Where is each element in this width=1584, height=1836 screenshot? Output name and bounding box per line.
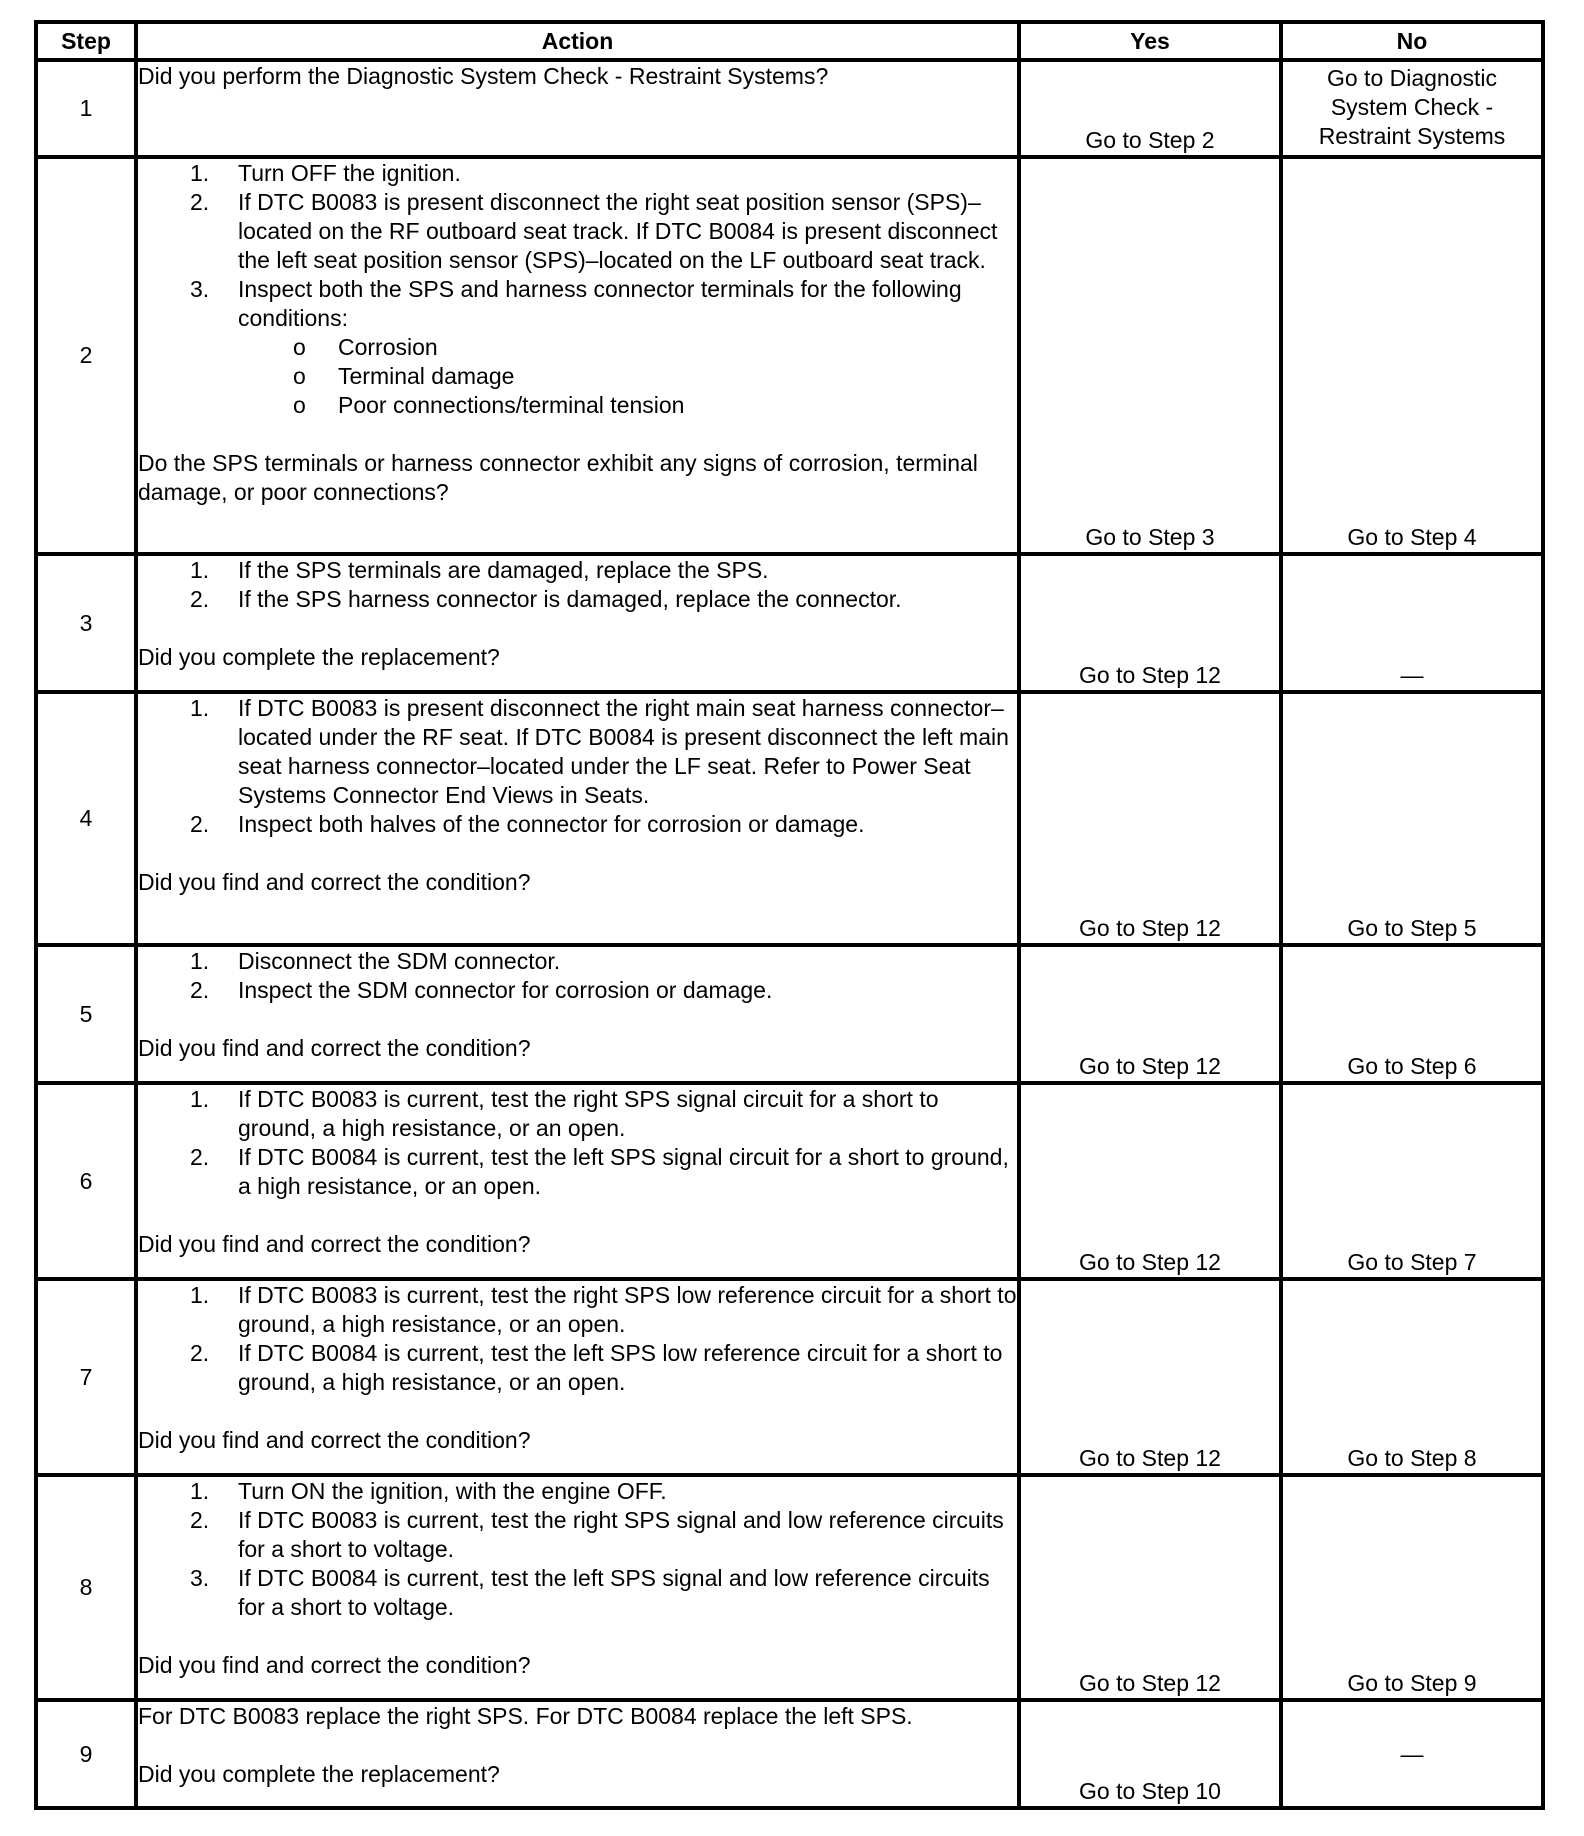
action-question: Did you complete the replacement? bbox=[138, 1761, 500, 1787]
list-item: 1. Disconnect the SDM connector. bbox=[190, 948, 561, 974]
no-cell: Go to Step 9 bbox=[1281, 1475, 1543, 1700]
no-cell: — bbox=[1281, 554, 1543, 692]
action-steps bbox=[138, 1085, 1017, 1201]
list-item: 1. If the SPS terminals are damaged, replace the SPS. bbox=[190, 557, 769, 583]
table-row bbox=[36, 1279, 1543, 1475]
yes-cell: Go to Step 12 bbox=[1019, 945, 1281, 1083]
condition-list bbox=[238, 333, 1017, 420]
no-cell: Go to Step 6 bbox=[1281, 945, 1543, 1083]
action-text: For DTC B0083 replace the right SPS. For DTC B0084 replace the left SPS. bbox=[138, 1703, 913, 1729]
table-row bbox=[36, 60, 1543, 157]
action-question: Did you find and correct the condition? bbox=[138, 1231, 531, 1257]
table-row bbox=[36, 945, 1543, 1083]
list-item: 2. Inspect the SDM connector for corrosion or damage. bbox=[190, 977, 773, 1003]
table-row bbox=[36, 692, 1543, 945]
list-item: 1. If DTC B0083 is present disconnect the right main seat harness connector–located under the RF seat. If DTC B0084 is present disconnect the left main seat harness connector–located under the LF seat. Refer to Power Seat Systems Connector End Views in Seats. bbox=[190, 695, 1009, 808]
list-item: 1. Turn ON the ignition, with the engine OFF. bbox=[190, 1478, 667, 1504]
action-text: Did you perform the Diagnostic System Check - Restraint Systems? bbox=[138, 63, 829, 89]
yes-cell: Go to Step 12 bbox=[1019, 1475, 1281, 1700]
list-item: 2. If DTC B0084 is current, test the left SPS low reference circuit for a short to ground, a high resistance, or an open. bbox=[190, 1340, 1003, 1395]
no-cell: Go to Step 8 bbox=[1281, 1279, 1543, 1475]
no-cell: Go to Step 5 bbox=[1281, 692, 1543, 945]
action-cell bbox=[136, 60, 1019, 157]
action-steps bbox=[138, 1477, 1017, 1622]
list-item: 2. Inspect both halves of the connector for corrosion or damage. bbox=[190, 811, 865, 837]
action-question: Did you complete the replacement? bbox=[138, 644, 500, 670]
table-row bbox=[36, 1700, 1543, 1808]
list-item: 3. Inspect both the SPS and harness connector terminals for the following conditions: o Corrosion o Terminal damage o Poor connections/terminal tension bbox=[138, 275, 1017, 420]
step-number: 9 bbox=[36, 1700, 136, 1808]
no-cell: Go to Step 4 bbox=[1281, 157, 1543, 554]
list-item: o Terminal damage bbox=[293, 363, 515, 389]
step-number: 3 bbox=[36, 554, 136, 692]
list-item: 3. If DTC B0084 is current, test the left SPS signal and low reference circuits for a short to voltage. bbox=[190, 1565, 990, 1620]
action-steps bbox=[138, 159, 1017, 420]
yes-cell: Go to Step 12 bbox=[1019, 1083, 1281, 1279]
action-question: Did you find and correct the condition? bbox=[138, 869, 531, 895]
table-row bbox=[36, 1083, 1543, 1279]
header-yes: Yes bbox=[1019, 22, 1281, 60]
action-cell bbox=[136, 1700, 1019, 1808]
step-number: 1 bbox=[36, 60, 136, 157]
list-item: o Corrosion bbox=[293, 334, 438, 360]
action-question: Do the SPS terminals or harness connector exhibit any signs of corrosion, terminal damage, or poor connections? bbox=[138, 450, 978, 505]
step-number: 4 bbox=[36, 692, 136, 945]
step-number: 2 bbox=[36, 157, 136, 554]
header-step: Step bbox=[36, 22, 136, 60]
list-item: 2. If DTC B0084 is current, test the left SPS signal circuit for a short to ground, a high resistance, or an open. bbox=[190, 1144, 1009, 1199]
action-question: Did you find and correct the condition? bbox=[138, 1427, 531, 1453]
list-item: 2. If DTC B0083 is present disconnect the right seat position sensor (SPS)–located on the RF outboard seat track. If DTC B0084 is present disconnect the left seat position sensor (SPS)–located on the LF outboard seat track. bbox=[190, 189, 998, 273]
action-cell bbox=[136, 1279, 1019, 1475]
list-item: 2. If DTC B0083 is current, test the right SPS signal and low reference circuits for a short to voltage. bbox=[190, 1507, 1004, 1562]
action-question: Did you find and correct the condition? bbox=[138, 1652, 531, 1678]
action-question: Did you find and correct the condition? bbox=[138, 1035, 531, 1061]
no-cell: Go to Diagnostic System Check - Restraint Systems bbox=[1281, 60, 1543, 157]
action-cell bbox=[136, 157, 1019, 554]
diagnostic-table bbox=[34, 20, 1545, 1810]
no-cell: Go to Step 7 bbox=[1281, 1083, 1543, 1279]
table-row bbox=[36, 554, 1543, 692]
no-cell: — bbox=[1281, 1700, 1543, 1808]
step-number: 8 bbox=[36, 1475, 136, 1700]
yes-cell: Go to Step 10 bbox=[1019, 1700, 1281, 1808]
yes-cell: Go to Step 3 bbox=[1019, 157, 1281, 554]
action-cell bbox=[136, 945, 1019, 1083]
action-steps bbox=[138, 556, 1017, 614]
step-number: 5 bbox=[36, 945, 136, 1083]
action-cell bbox=[136, 1083, 1019, 1279]
header-row bbox=[36, 22, 1543, 60]
action-cell bbox=[136, 692, 1019, 945]
yes-cell: Go to Step 12 bbox=[1019, 692, 1281, 945]
action-cell bbox=[136, 1475, 1019, 1700]
list-item: 1. Turn OFF the ignition. bbox=[190, 160, 461, 186]
header-action: Action bbox=[136, 22, 1019, 60]
list-item: 2. If the SPS harness connector is damaged, replace the connector. bbox=[190, 586, 902, 612]
action-steps bbox=[138, 1281, 1017, 1397]
list-item: 1. If DTC B0083 is current, test the right SPS low reference circuit for a short to ground, a high resistance, or an open. bbox=[190, 1282, 1017, 1337]
table-row bbox=[36, 157, 1543, 554]
action-steps bbox=[138, 947, 1017, 1005]
list-item: 1. If DTC B0083 is current, test the right SPS signal circuit for a short to ground, a high resistance, or an open. bbox=[190, 1086, 939, 1141]
step-number: 6 bbox=[36, 1083, 136, 1279]
list-item: o Poor connections/terminal tension bbox=[293, 392, 685, 418]
yes-cell: Go to Step 12 bbox=[1019, 1279, 1281, 1475]
action-cell bbox=[136, 554, 1019, 692]
yes-cell: Go to Step 2 bbox=[1019, 60, 1281, 157]
header-no: No bbox=[1281, 22, 1543, 60]
step-number: 7 bbox=[36, 1279, 136, 1475]
yes-cell: Go to Step 12 bbox=[1019, 554, 1281, 692]
table-row bbox=[36, 1475, 1543, 1700]
action-steps bbox=[138, 694, 1017, 839]
